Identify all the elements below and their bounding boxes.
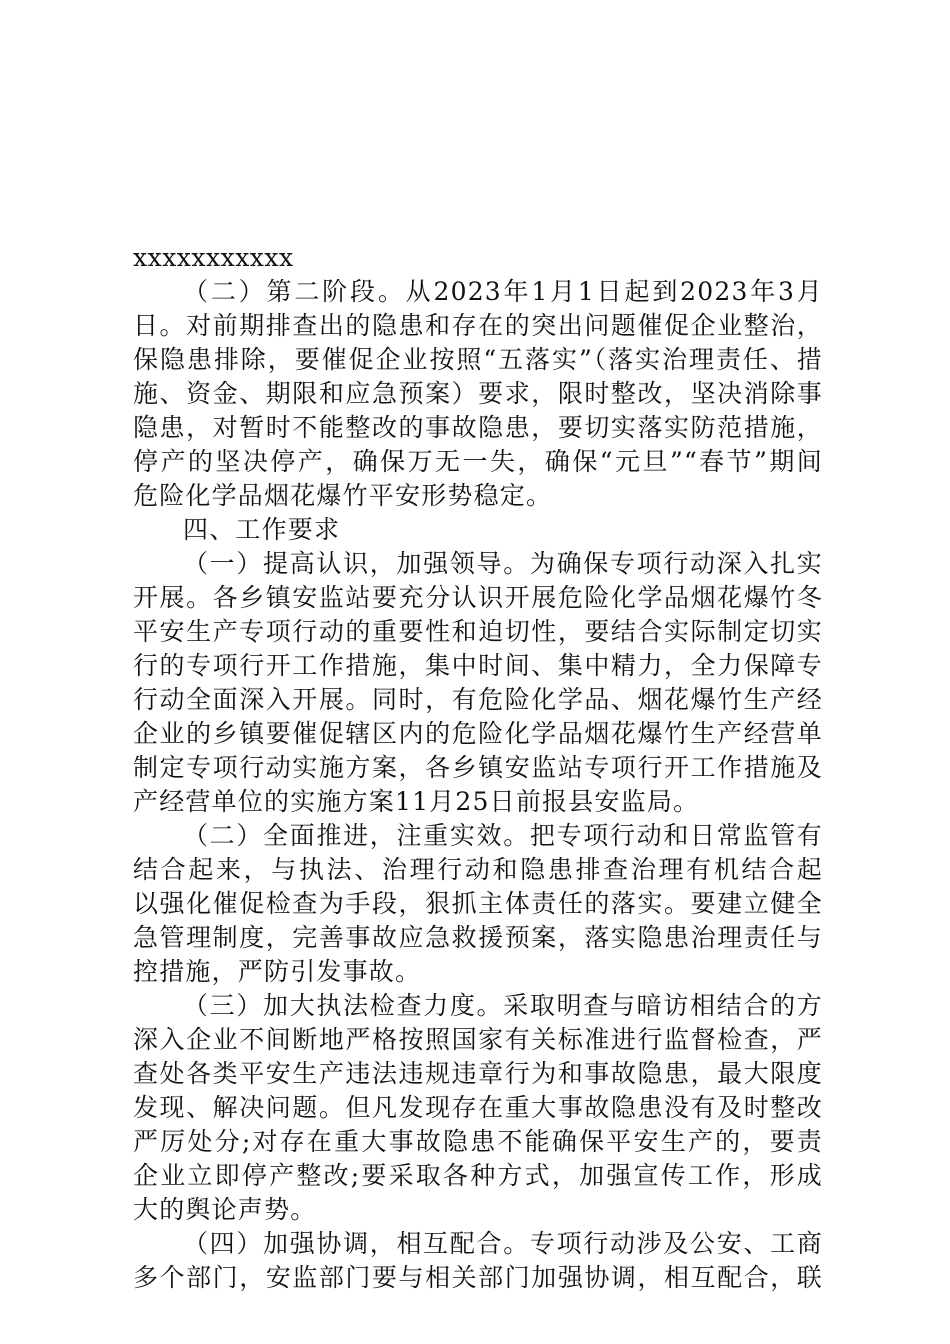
text-line: 开展。各乡镇安监站要充分认识开展危险化学品烟花爆竹冬 bbox=[133, 583, 823, 612]
text-line: 多个部门，安监部门要与相关部门加强协调，相互配合，联 bbox=[133, 1263, 823, 1292]
text-line: 停产的坚决停产，确保万无一失，确保“元旦”“春节”期间 bbox=[133, 447, 823, 476]
text-line: （二）第二阶段。从2023年1月1日起到2023年3月 bbox=[183, 277, 823, 306]
text-line: 深入企业不间断地严格按照国家有关标准进行监督检查，严 bbox=[133, 1025, 823, 1054]
text-line: 行的专项行开工作措施，集中时间、集中精力，全力保障专 bbox=[133, 651, 823, 680]
section-heading: 四、工作要求 bbox=[183, 515, 341, 544]
text-line: 查处各类平安生产违法违规违章行为和事故隐患，最大限度 bbox=[133, 1059, 823, 1088]
text-line: 产经营单位的实施方案11月25日前报县安监局。 bbox=[133, 787, 700, 816]
text-line: 日。对前期排查出的隐患和存在的突出问题催促企业整治， bbox=[133, 311, 823, 340]
text-line bbox=[133, 206, 823, 242]
text-line: xxxxxxxxxxx bbox=[133, 243, 294, 272]
text-line: 急管理制度，完善事故应急救援预案，落实隐患治理责任与 bbox=[133, 923, 823, 952]
text-line: 控措施，严防引发事故。 bbox=[133, 957, 422, 986]
text-line: 结合起来，与执法、治理行动和隐患排查治理有机结合起 bbox=[133, 855, 823, 884]
text-line bbox=[133, 172, 823, 208]
text-line: 以强化催促检查为手段，狠抓主体责任的落实。要建立健全 bbox=[133, 889, 823, 918]
text-line: 严厉处分;对存在重大事故隐患不能确保平安生产的，要责 bbox=[133, 1127, 823, 1156]
text-line: 隐患，对暂时不能整改的事故隐患，要切实落实防范措施， bbox=[133, 413, 823, 442]
text-line: （一）提高认识，加强领导。为确保专项行动深入扎实 bbox=[183, 549, 823, 578]
text-line: 发现、解决问题。但凡发现存在重大事故隐患没有及时整改 bbox=[133, 1093, 823, 1122]
text-line: 企业立即停产整改;要采取各种方式，加强宣传工作，形成 bbox=[133, 1161, 823, 1190]
text-line: 保隐患排除，要催促企业按照“五落实”（落实治理责任、措 bbox=[133, 345, 823, 374]
text-line: 施、资金、期限和应急预案）要求，限时整改，坚决消除事 bbox=[133, 379, 823, 408]
text-line: 大的舆论声势。 bbox=[133, 1195, 317, 1224]
text-line: 制定专项行动实施方案，各乡镇安监站专项行开工作措施及 bbox=[133, 753, 823, 782]
text-line: 危险化学品烟花爆竹平安形势稳定。 bbox=[133, 481, 553, 510]
text-line: 行动全面深入开展。同时，有危险化学品、烟花爆竹生产经 bbox=[133, 685, 823, 714]
text-line: 企业的乡镇要催促辖区内的危险化学品烟花爆竹生产经营单 bbox=[133, 719, 823, 748]
text-line: （二）全面推进，注重实效。把专项行动和日常监管有 bbox=[183, 821, 823, 850]
text-line: （四）加强协调，相互配合。专项行动涉及公安、工商 bbox=[183, 1229, 823, 1258]
text-line: （三）加大执法检查力度。采取明查与暗访相结合的方 bbox=[183, 991, 823, 1020]
text-line: 平安生产专项行动的重要性和迫切性，要结合实际制定切实 bbox=[133, 617, 823, 646]
